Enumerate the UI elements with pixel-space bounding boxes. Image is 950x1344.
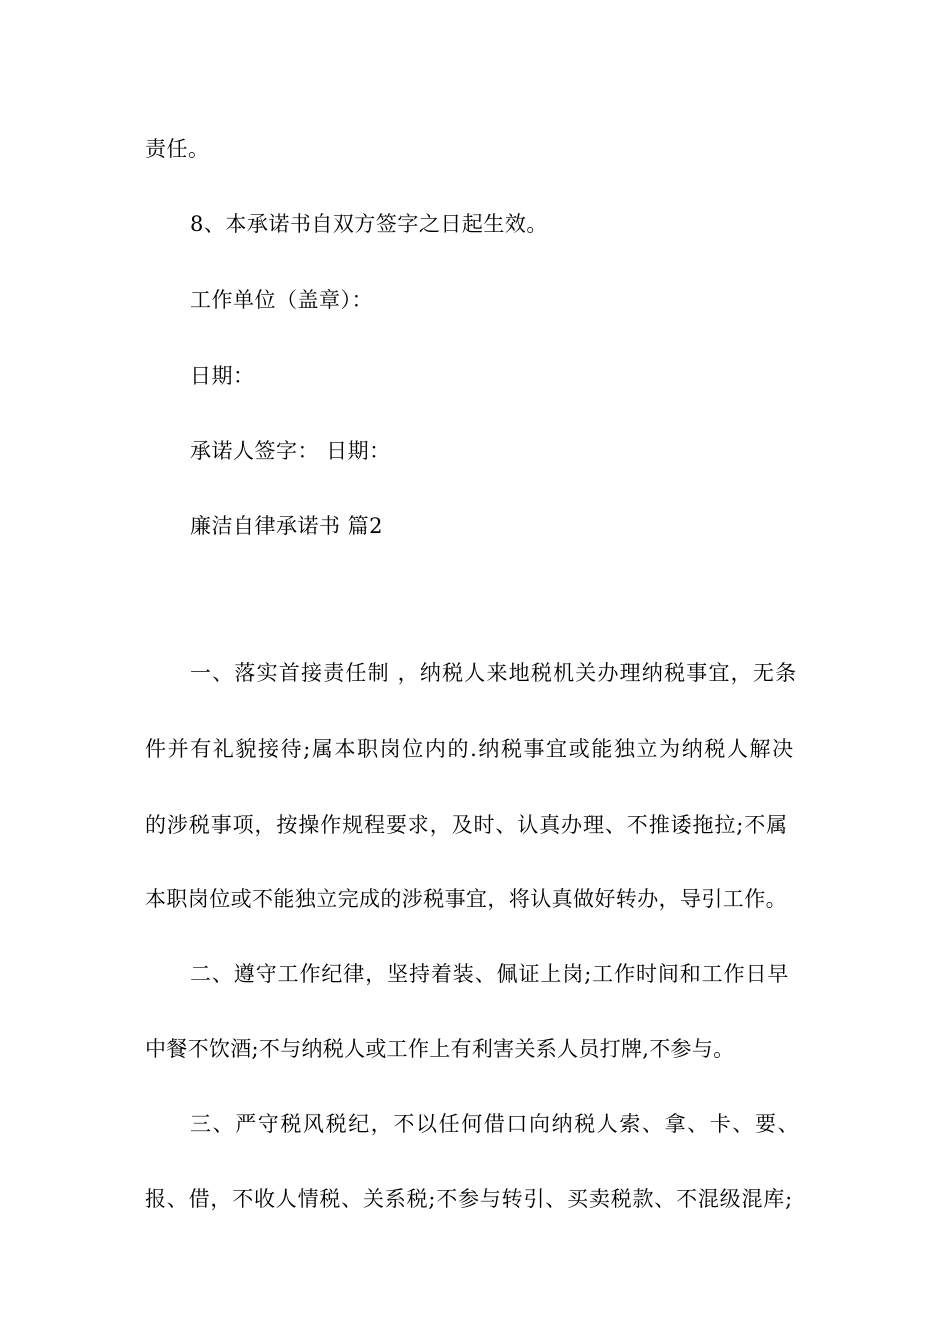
text-line-clause-8: 8、本承诺书自双方签字之日起生效。 xyxy=(190,212,548,236)
paragraph-1-line-2: 件并有礼貌接待;属本职岗位内的.纳税事宜或能独立为纳税人解决 xyxy=(145,737,795,761)
paragraph-3-line-1: 三、严守税风税纪，不以任何借口向纳税人索、拿、卡、要、 xyxy=(190,1112,801,1136)
paragraph-2-line-2: 中餐不饮酒;不与纳税人或工作上有利害关系人员打牌,不参与。 xyxy=(145,1037,735,1061)
paragraph-2-line-1: 二、遵守工作纪律，坚持着装、佩证上岗;工作时间和工作日早 xyxy=(190,962,790,986)
section-heading-pledge-2: 廉洁自律承诺书 篇2 xyxy=(190,514,384,538)
paragraph-3-line-2: 报、借，不收人情税、关系税;不参与转引、买卖税款、不混级混库; xyxy=(145,1187,793,1211)
text-line-date: 日期： xyxy=(190,364,255,388)
paragraph-1-line-3: 的涉税事项，按操作规程要求，及时、认真办理、不推诿拖拉;不属 xyxy=(145,813,789,837)
paragraph-1-line-1: 一、落实首接责任制 ，纳税人来地税机关办理纳税事宜，无条 xyxy=(190,661,798,685)
text-line-signatory-date: 承诺人签字： 日期： xyxy=(190,439,391,463)
paragraph-1-line-4: 本职岗位或不能独立完成的涉税事宜，将认真做好转办，导引工作。 xyxy=(145,887,787,911)
text-line-responsibility-end: 责任。 xyxy=(145,137,210,161)
text-line-work-unit-seal: 工作单位（盖章）： xyxy=(190,288,373,312)
